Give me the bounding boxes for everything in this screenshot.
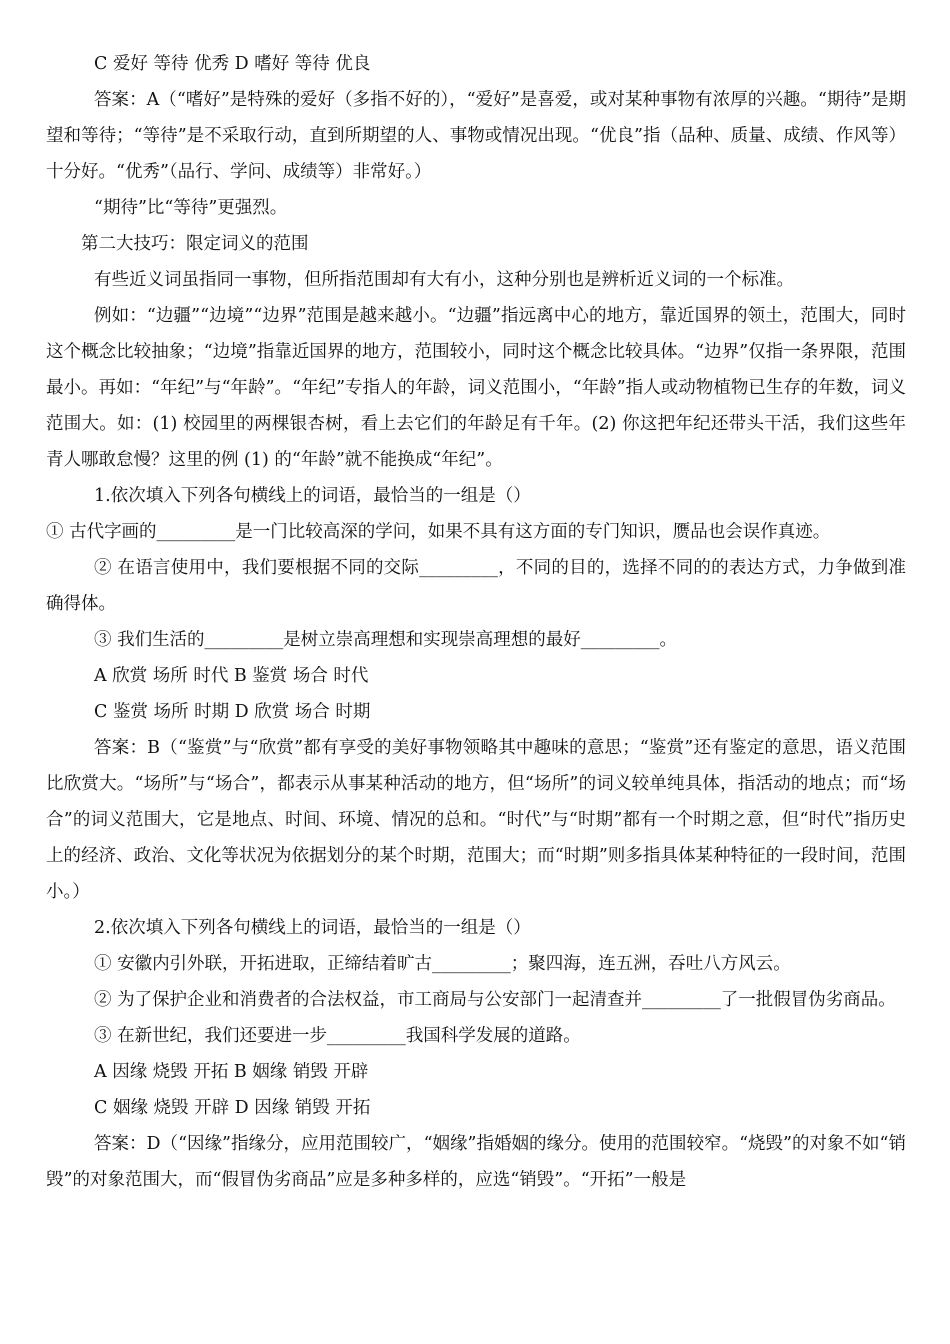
paragraph-answer-a: 答案：A（“嗜好”是特殊的爱好（多指不好的），“爱好”是喜爱，或对某种事物有浓厚的兴趣。“期待”是期望和等待；“等待”是不采取行动，直到所期望的人、事物或情况出现。“优良”指（品种、质量、成绩、作风等）十分好。“优秀”（品行、学问、成绩等）非常好。）: [46, 90, 906, 182]
question-2-sentence-2: ② 为了保护企业和消费者的合法权益，市工商局与公安部门一起清查并_________了一批假冒伪劣商品。: [94, 990, 896, 1010]
question-2-options-ab: A 因缘 烧毁 开拓 B 姻缘 销毁 开辟: [94, 1062, 369, 1082]
question-2-options-cd: C 姻缘 烧毁 开辟 D 因缘 销毁 开拓: [94, 1098, 371, 1118]
question-1-options-cd: C 鉴赏 场所 时期 D 欣赏 场合 时期: [94, 702, 371, 722]
paragraph-options-cd: C 爱好 等待 优秀 D 嗜好 等待 优良: [94, 54, 371, 74]
question-2-sentence-3: ③ 在新世纪，我们还要进一步_________我国科学发展的道路。: [94, 1026, 581, 1046]
question-2-answer: 答案：D（“因缘”指缘分，应用范围较广，“姻缘”指婚姻的缘分。使用的范围较窄。“烧毁”的对象不如“销毁”的对象范围大，而“假冒伪劣商品”应是多种多样的，应选“销毁”。“开拓”一般是: [46, 1134, 906, 1190]
paragraph-examples: 例如：“边疆”“边境”“边界”范围是越来越小。“边疆”指远离中心的地方，靠近国界的领土，范围大，同时这个概念比较抽象；“边境”指靠近国界的地方，范围较小，同时这个概念比较具体。“边界”仅指一条界限，范围最小。再如：“年纪”与“年龄”。“年纪”专指人的年龄，词义范围小，“年龄”指人或动物植物已生存的年数，词义范围大。如：(1) 校园里的两棵银杏树，看上去它们的年龄足有千年。(2) 你这把年纪还带头干活，我们这些年青人哪敢怠慢？这里的例 (1) 的“年龄”就不能换成“年纪”。: [46, 306, 906, 470]
section-heading: 第二大技巧：限定词义的范围: [81, 234, 309, 254]
question-1-title: 1.依次填入下列各句横线上的词语，最恰当的一组是（）: [94, 486, 531, 506]
question-1-options-ab: A 欣赏 场所 时代 B 鉴赏 场合 时代: [94, 666, 369, 686]
question-2-title: 2.依次填入下列各句横线上的词语，最恰当的一组是（）: [94, 918, 531, 938]
question-1-sentence-1: ① 古代字画的_________是一门比较高深的学问，如果不具有这方面的专门知识，赝品也会误作真迹。: [46, 522, 831, 542]
question-2-sentence-1: ① 安徽内引外联，开拓进取，正缔结着旷古_________；聚四海，连五洲，吞吐八方风云。: [94, 954, 791, 974]
question-1-sentence-3: ③ 我们生活的_________是树立崇高理想和实现崇高理想的最好_________。: [94, 630, 678, 650]
question-1-answer: 答案：B（“鉴赏”与“欣赏”都有享受的美好事物领略其中趣味的意思；“鉴赏”还有鉴定的意思，语义范围比欣赏大。“场所”与“场合”，都表示从事某种活动的地方，但“场所”的词义较单纯具体，指活动的地点；而“场合”的词义范围大，它是地点、时间、环境、情况的总和。“时代”与“时期”都有一个时期之意，但“时代”指历史上的经济、政治、文化等状况为依据划分的某个时期，范围大；而“时期”则多指具体某种特征的一段时间，范围小。）: [46, 738, 906, 902]
question-1-sentence-2: ② 在语言使用中，我们要根据不同的交际_________，不同的目的，选择不同的的表达方式，力争做到准确得体。: [46, 558, 906, 614]
paragraph-note: “期待”比“等待”更强烈。: [94, 198, 288, 218]
paragraph-intro: 有些近义词虽指同一事物，但所指范围却有大有小，这种分别也是辨析近义词的一个标准。: [94, 270, 794, 290]
